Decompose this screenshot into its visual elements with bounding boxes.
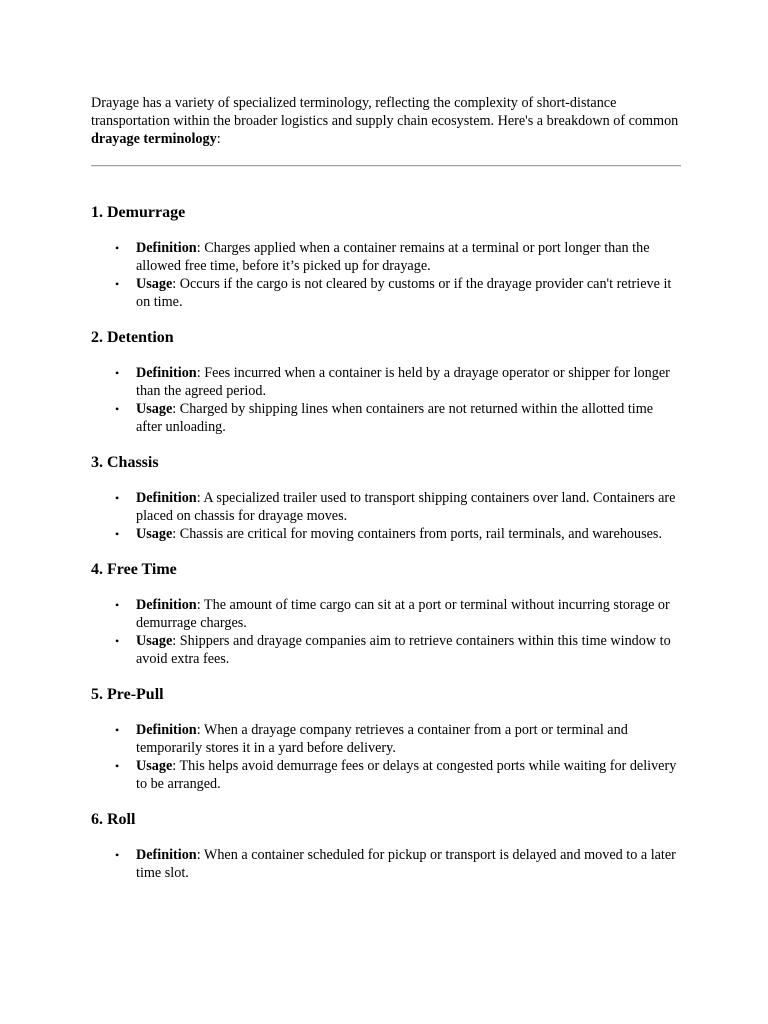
term-text: : Chassis are critical for moving containers from ports, rail terminals, and warehouses. [172,526,662,542]
list-item [115,525,681,543]
list-item [115,275,681,311]
bullet-icon: • [115,598,120,612]
bullet-list [91,364,681,436]
term-label: Usage [136,758,173,774]
term-text: : Charged by shipping lines when containers are not returned within the allotted time after unloading. [136,401,654,435]
section-demurrage [91,203,681,311]
section-title: 6. Roll [91,811,136,828]
list-item [115,632,681,668]
term-text: : A specialized trailer used to transport shipping containers over land. Containers are placed on chassis for drayage moves. [136,490,676,524]
intro-text-end: : [216,131,221,147]
bullet-icon: • [115,277,120,291]
bullet-icon: • [115,759,120,773]
list-item [115,596,681,632]
term-text: : Fees incurred when a container is held by a drayage operator or shipper for longer than the agreed period. [136,365,670,399]
document-page [91,94,681,899]
section-pre-pull [91,685,681,793]
term-label: Usage [136,526,173,542]
section-chassis [91,453,681,543]
bullet-icon: • [115,491,120,505]
list-item [115,757,681,793]
bullet-icon: • [115,402,120,416]
intro-bold-term: drayage terminology [91,131,217,147]
term-label: Definition [136,847,197,863]
term-text: : The amount of time cargo can sit at a port or terminal without incurring storage or demurrage charges. [136,597,670,631]
list-item [115,489,681,525]
intro-paragraph [91,94,681,148]
term-text: : When a container scheduled for pickup or transport is delayed and moved to a later time slot. [136,847,676,881]
bullet-list [91,846,681,882]
term-label: Definition [136,365,197,381]
bullet-icon: • [115,241,120,255]
term-label: Definition [136,722,197,738]
bullet-list [91,596,681,668]
term-text: : When a drayage company retrieves a container from a port or terminal and temporarily stores it in a yard before delivery. [136,722,628,756]
section-free-time [91,560,681,668]
section-title: 3. Chassis [91,454,159,471]
list-item [115,721,681,757]
bullet-icon: • [115,527,120,541]
bullet-list [91,721,681,793]
bullet-list [91,489,681,543]
list-item [115,846,681,882]
list-item [115,400,681,436]
term-label: Usage [136,276,173,292]
horizontal-divider [91,165,681,167]
section-title: 1. Demurrage [91,204,186,221]
term-label: Definition [136,597,197,613]
bullet-icon: • [115,723,120,737]
section-title: 4. Free Time [91,561,177,578]
intro-text: Drayage has a variety of specialized terminology, reflecting the complexity of short-distance transportation within the broader logistics and supply chain ecosystem. Here's a breakdown of common [91,95,679,129]
bullet-icon: • [115,848,120,862]
term-label: Definition [136,490,197,506]
section-title: 2. Detention [91,329,174,346]
term-label: Usage [136,633,173,649]
term-text: : Occurs if the cargo is not cleared by customs or if the drayage provider can't retrieve it on time. [136,276,672,310]
section-title: 5. Pre-Pull [91,686,164,703]
bullet-icon: • [115,366,120,380]
term-text: : Charges applied when a container remains at a terminal or port longer than the allowed free time, before it’s picked up for drayage. [136,240,650,274]
term-label: Usage [136,401,173,417]
section-roll [91,810,681,882]
terminology-sections [91,203,681,882]
term-label: Definition [136,240,197,256]
term-text: : This helps avoid demurrage fees or delays at congested ports while waiting for delivery to be arranged. [136,758,677,792]
term-text: : Shippers and drayage companies aim to retrieve containers within this time window to avoid extra fees. [136,633,671,667]
list-item [115,364,681,400]
list-item [115,239,681,275]
section-detention [91,328,681,436]
bullet-list [91,239,681,311]
bullet-icon: • [115,634,120,648]
